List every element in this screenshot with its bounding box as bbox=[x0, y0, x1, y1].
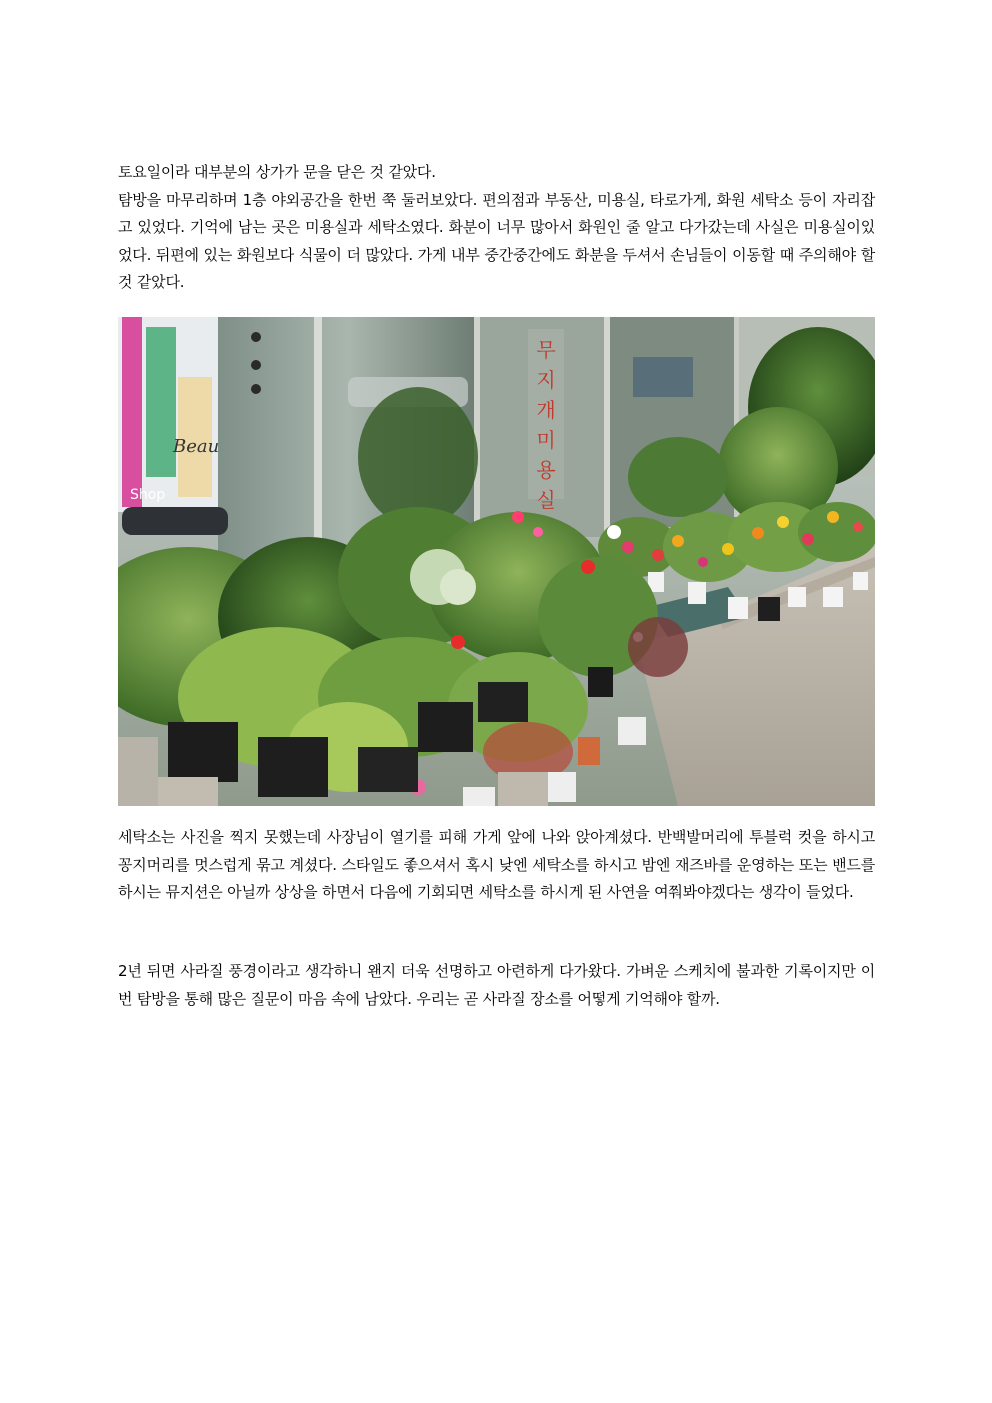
sign-char-6: 실 bbox=[536, 488, 556, 512]
sign-char-4: 미 bbox=[536, 428, 556, 452]
pole-text-beau: Beau bbox=[173, 436, 220, 457]
sign-char-3: 개 bbox=[536, 398, 556, 422]
storefront-photo bbox=[118, 317, 875, 806]
paragraph-laundry: 세탁소는 사진을 찍지 못했는데 사장님이 열기를 피해 가게 앞에 나와 앉아계셨다. 반백발머리에 투블럭 컷을 하시고 꽁지머리를 멋스럽게 묶고 계셨다. 스타일도 좋으셔서 혹시 낮엔 세탁소를 하시고 밤엔 재즈바를 운영하는 또는 밴드를 하시는 뮤지션은 아닐까 상상을 하면서 다음에 기회되면 세탁소를 하시게 된 사연을 여쭤봐야겠다는 생각이 들었다. bbox=[118, 828, 875, 901]
paragraph-intro: 토요일이라 대부분의 상가가 문을 닫은 것 같았다. 탐방을 마무리하며 1층 야외공간을 한번 쭉 둘러보았다. 편의점과 부동산, 미용실, 타로가게, 화원 세탁소 등이 자리잡고 있었다. 기억에 남는 곳은 미용실과 세탁소였다. 화분이 너무 많아서 화원인 줄 알고 다가갔는데 사실은 미용실이있었다. 뒤편에 있는 화원보다 식물이 더 많았다. 가게 내부 중간중간에도 화분을 두셔서 손님들이 이동할 때 주의해야 할 것 같았다. bbox=[118, 163, 875, 291]
pole-text-shop: Shop bbox=[130, 487, 166, 503]
sign-char-1: 무 bbox=[536, 338, 556, 362]
sign-char-5: 용 bbox=[536, 458, 556, 482]
paragraph-closing: 2년 뒤면 사라질 풍경이라고 생각하니 왠지 더욱 선명하고 아련하게 다가왔다. 가벼운 스케치에 불과한 기록이지만 이번 탐방을 통해 많은 질문이 마음 속에 남았다. 우리는 곧 사라질 장소를 어떻게 기억해야 할까. bbox=[118, 962, 875, 1008]
sign-char-2: 지 bbox=[536, 368, 556, 392]
